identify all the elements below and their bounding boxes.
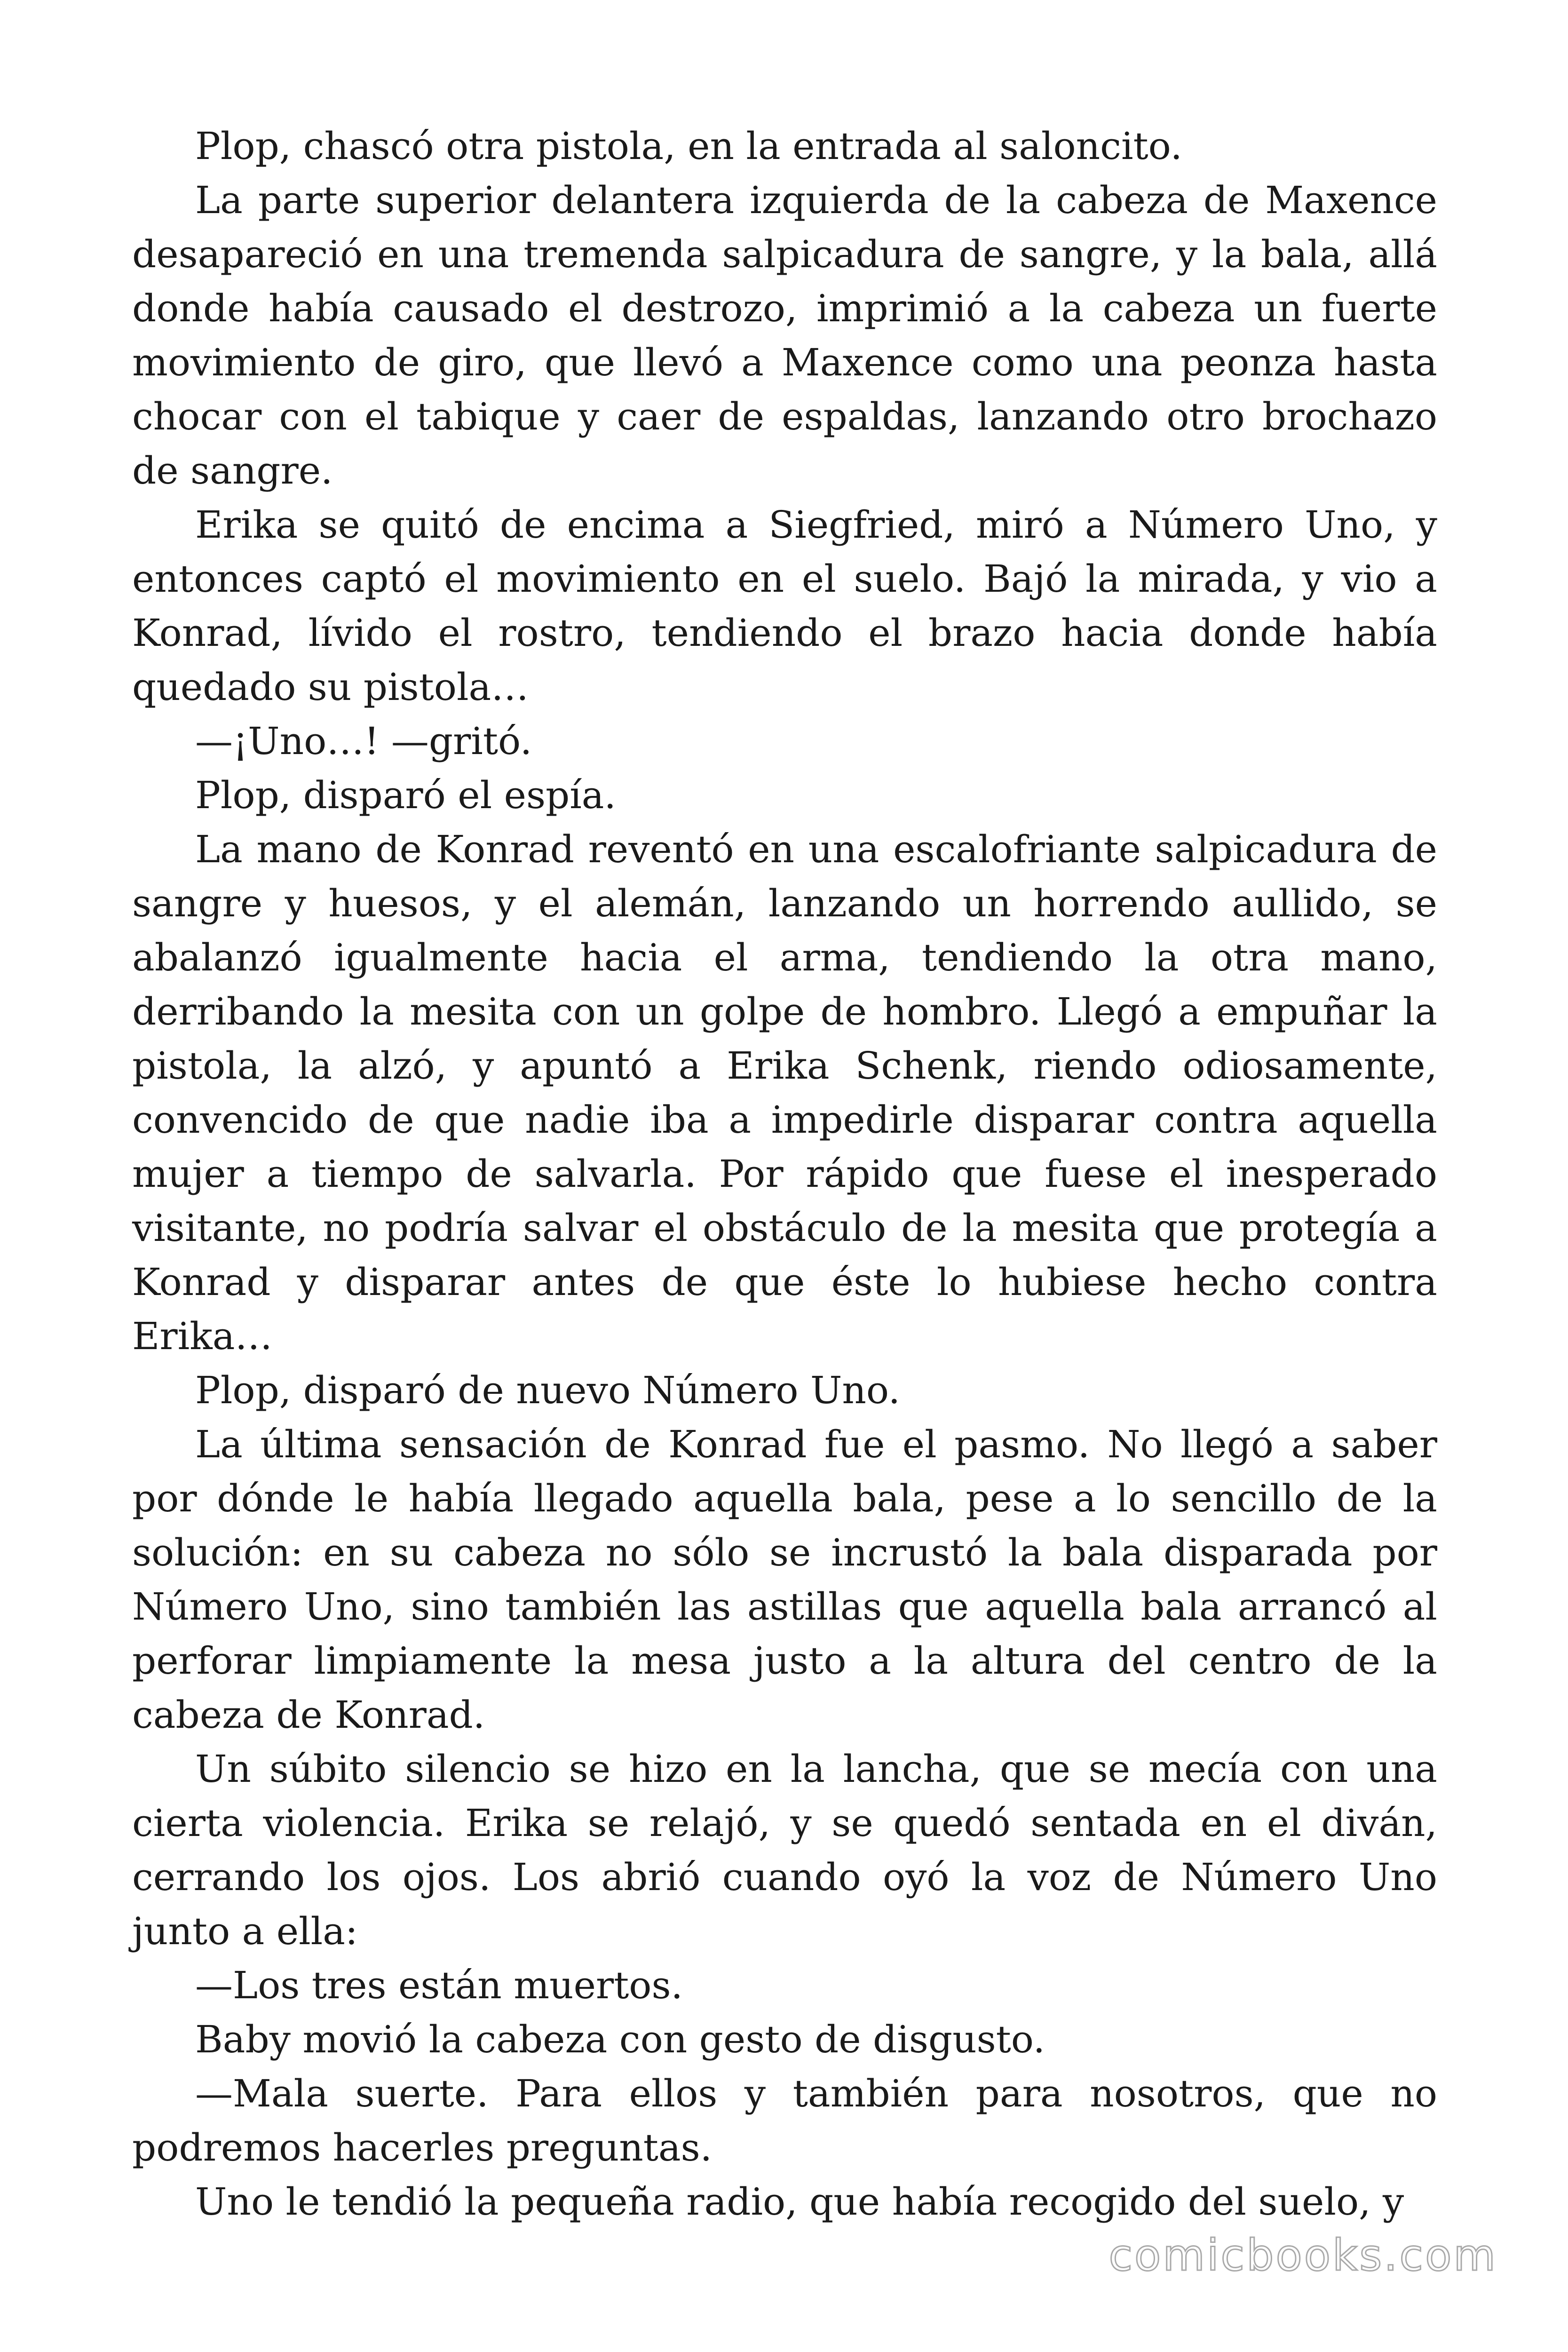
paragraph: La mano de Konrad reventó en una escalofriante salpicadura de sangre y huesos, y el alemán, lanzando un horrendo aullido, se abalanzó igualmente hacia el arma, tendiendo la otra mano, derribando la mesita con un golpe de hombro. Llegó a empuñar la pistola, la alzó, y apuntó a Erika Schenk, riendo odiosamente, convencido de que nadie iba a impedirle disparar contra aquella mujer a tiempo de salvarla. Por rápido que fuese el inesperado visitante, no podría salvar el obstáculo de la mesita que protegía a Konrad y disparar antes de que éste lo hubiese hecho contra Erika… (132, 827, 1437, 1358)
paragraph: Plop, chascó otra pistola, en la entrada al saloncito. (195, 124, 1182, 168)
paragraph: La última sensación de Konrad fue el pasmo. No llegó a saber por dónde le había llegado aquella bala, pese a lo sencillo de la solución: en su cabeza no sólo se incrustó la bala disparada por Número Uno, sino también las astillas que aquella bala arrancó al perforar limpiamente la mesa justo a la altura del centro de la cabeza de Konrad. (132, 1422, 1437, 1737)
paragraph: Uno le tendió la pequeña radio, que había recogido del suelo, y (195, 2180, 1404, 2224)
paragraph: —¡Uno…! —gritó. (195, 719, 532, 763)
paragraph: Baby movió la cabeza con gesto de disgusto. (195, 2018, 1045, 2061)
paragraph: Un súbito silencio se hizo en la lancha, que se mecía con una cierta violencia. Erika se relajó, y se quedó sentada en el diván, cerrando los ojos. Los abrió cuando oyó la voz de Número Uno junto a ella: (132, 1747, 1437, 1953)
paragraph: —Mala suerte. Para ellos y también para nosotros, que no podremos hacerles preguntas. (132, 2072, 1437, 2169)
paragraph: —Los tres están muertos. (195, 1963, 683, 2007)
watermark: comicbooks.com (1109, 2230, 1497, 2280)
paragraph: Plop, disparó de nuevo Número Uno. (195, 1368, 901, 1412)
paragraph: La parte superior delantera izquierda de la cabeza de Maxence desapareció en una tremenda salpicadura de sangre, y la bala, allá donde había causado el destrozo, imprimió a la cabeza un fuerte movimiento de giro, que llevó a Maxence como una peonza hasta chocar con el tabique y caer de espaldas, lanzando otro brochazo de sangre. (132, 178, 1437, 493)
body-text (132, 119, 1437, 2229)
paragraph: Plop, disparó el espía. (195, 773, 616, 817)
paragraph: Erika se quitó de encima a Siegfried, miró a Número Uno, y entonces captó el movimiento en el suelo. Bajó la mirada, y vio a Konrad, lívido el rostro, tendiendo el brazo hacia donde había quedado su pistola… (132, 503, 1437, 709)
